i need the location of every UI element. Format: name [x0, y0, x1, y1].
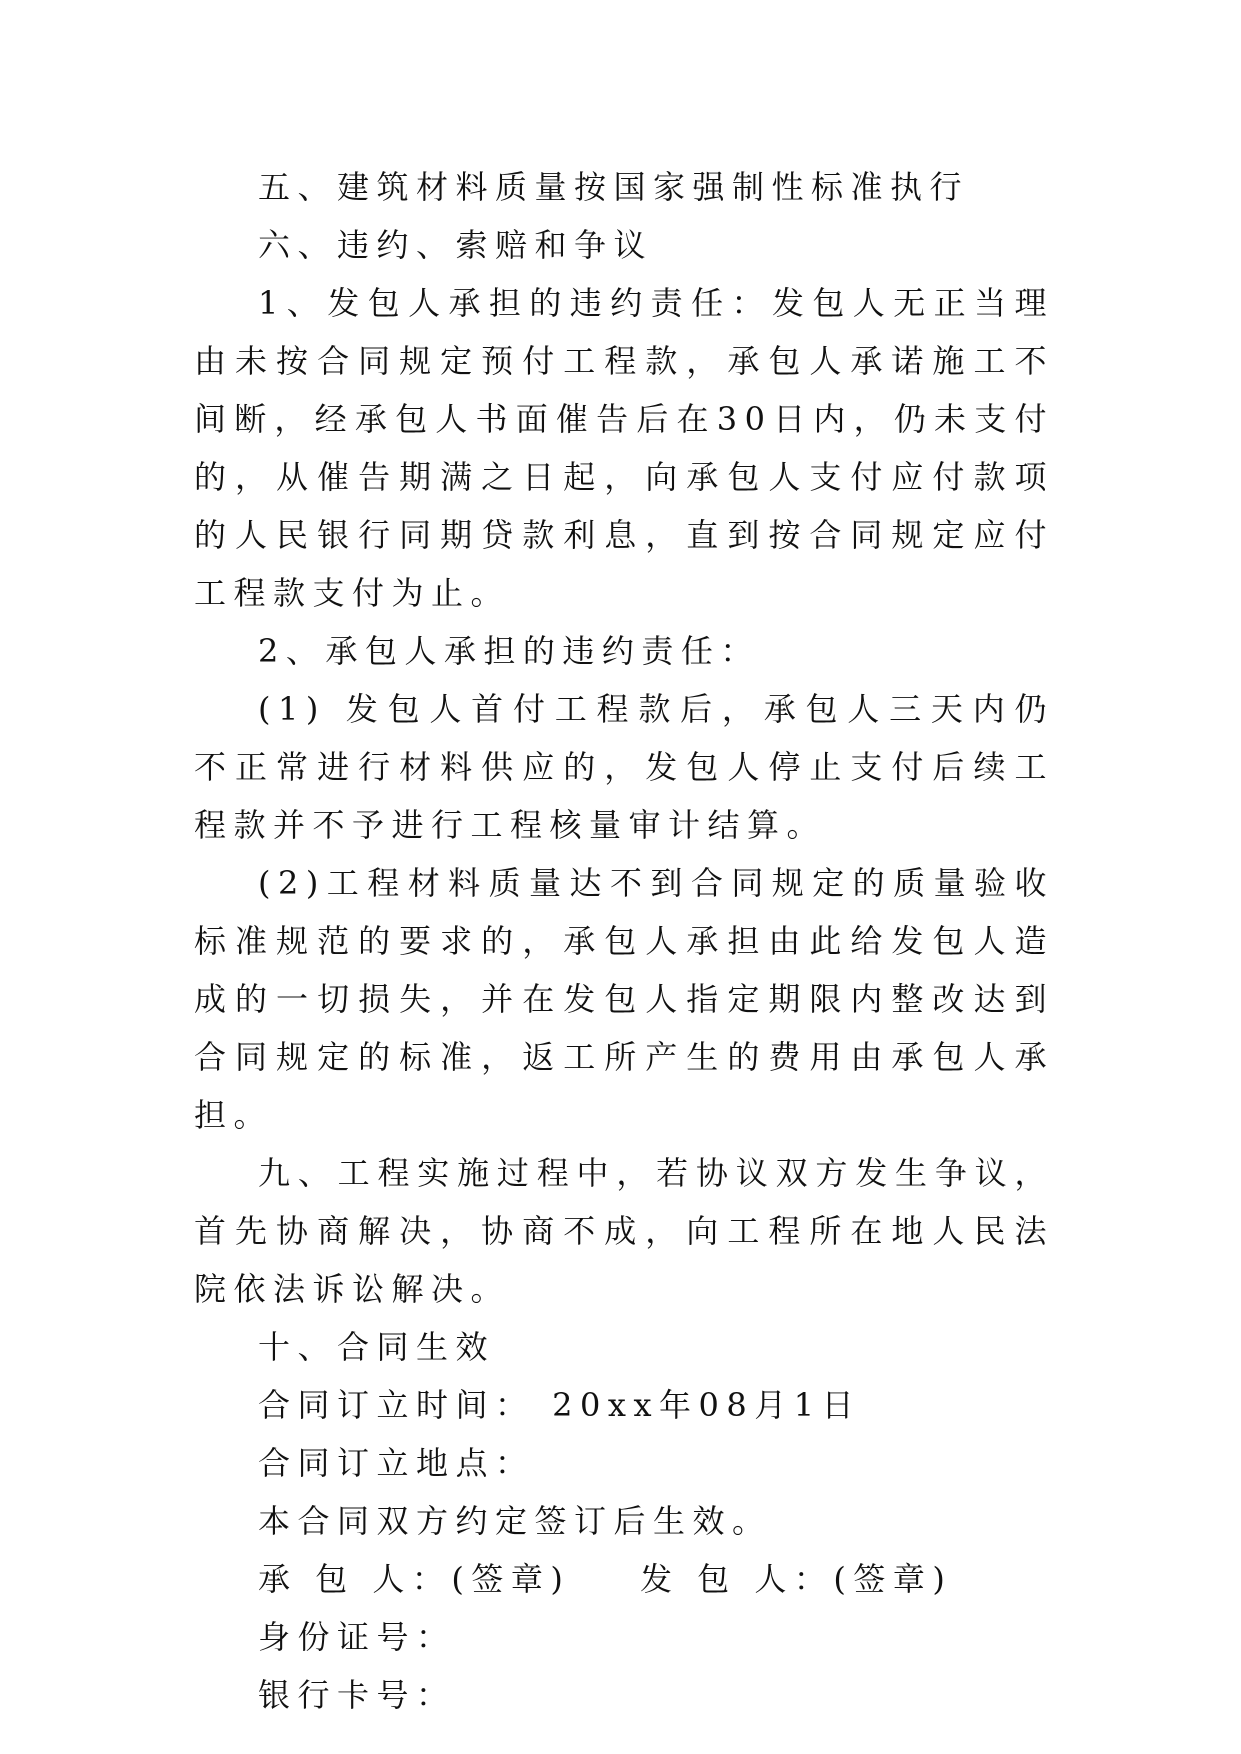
clause-dispute-resolution: 九、工程实施过程中，若协议双方发生争议，首先协商解决，协商不成，向工程所在地人民法院依法诉讼解决。	[194, 1154, 1054, 1308]
clause-contractor-liability-2: (2)工程材料质量达不到合同规定的质量验收标准规范的要求的，承包人承担由此给发包人造成的一切损失，并在发包人指定期限内整改达到合同规定的标准，返工所产生的费用由承包人承担。	[194, 864, 1054, 1134]
section-heading-effectiveness: 十、合同生效	[258, 1328, 496, 1366]
clause-contractor-liability-1: (1) 发包人首付工程款后，承包人三天内仍不正常进行材料供应的，发包人停止支付后续工程款并不予进行工程核量审计结算。	[194, 690, 1054, 844]
contract-date: 合同订立时间： 20xx年08月1日	[258, 1386, 862, 1424]
clause-contractor-liability-heading: 2、承包人承担的违约责任：	[258, 632, 760, 670]
employer-signature: 发 包 人：(签章)	[640, 1560, 953, 1598]
section-heading-breach: 六、违约、索赔和争议	[258, 226, 654, 264]
id-number-label: 身份证号：	[258, 1618, 456, 1656]
contract-place: 合同订立地点：	[258, 1444, 535, 1482]
contractor-signature: 承 包 人：(签章)	[258, 1560, 571, 1598]
contract-effective-note: 本合同双方约定签订后生效。	[258, 1502, 772, 1540]
bank-card-label: 银行卡号：	[258, 1676, 456, 1714]
section-heading-materials: 五、建筑材料质量按国家强制性标准执行	[258, 168, 970, 206]
clause-employer-liability: 1、发包人承担的违约责任：发包人无正当理由未按合同规定预付工程款，承包人承诺施工不间断，经承包人书面催告后在30日内，仍未支付的，从催告期满之日起，向承包人支付应付款项的人民银行同期贷款利息，直到按合同规定应付工程款支付为止。	[194, 284, 1054, 612]
signature-row	[194, 1550, 1054, 1608]
document-body	[194, 158, 1054, 1724]
